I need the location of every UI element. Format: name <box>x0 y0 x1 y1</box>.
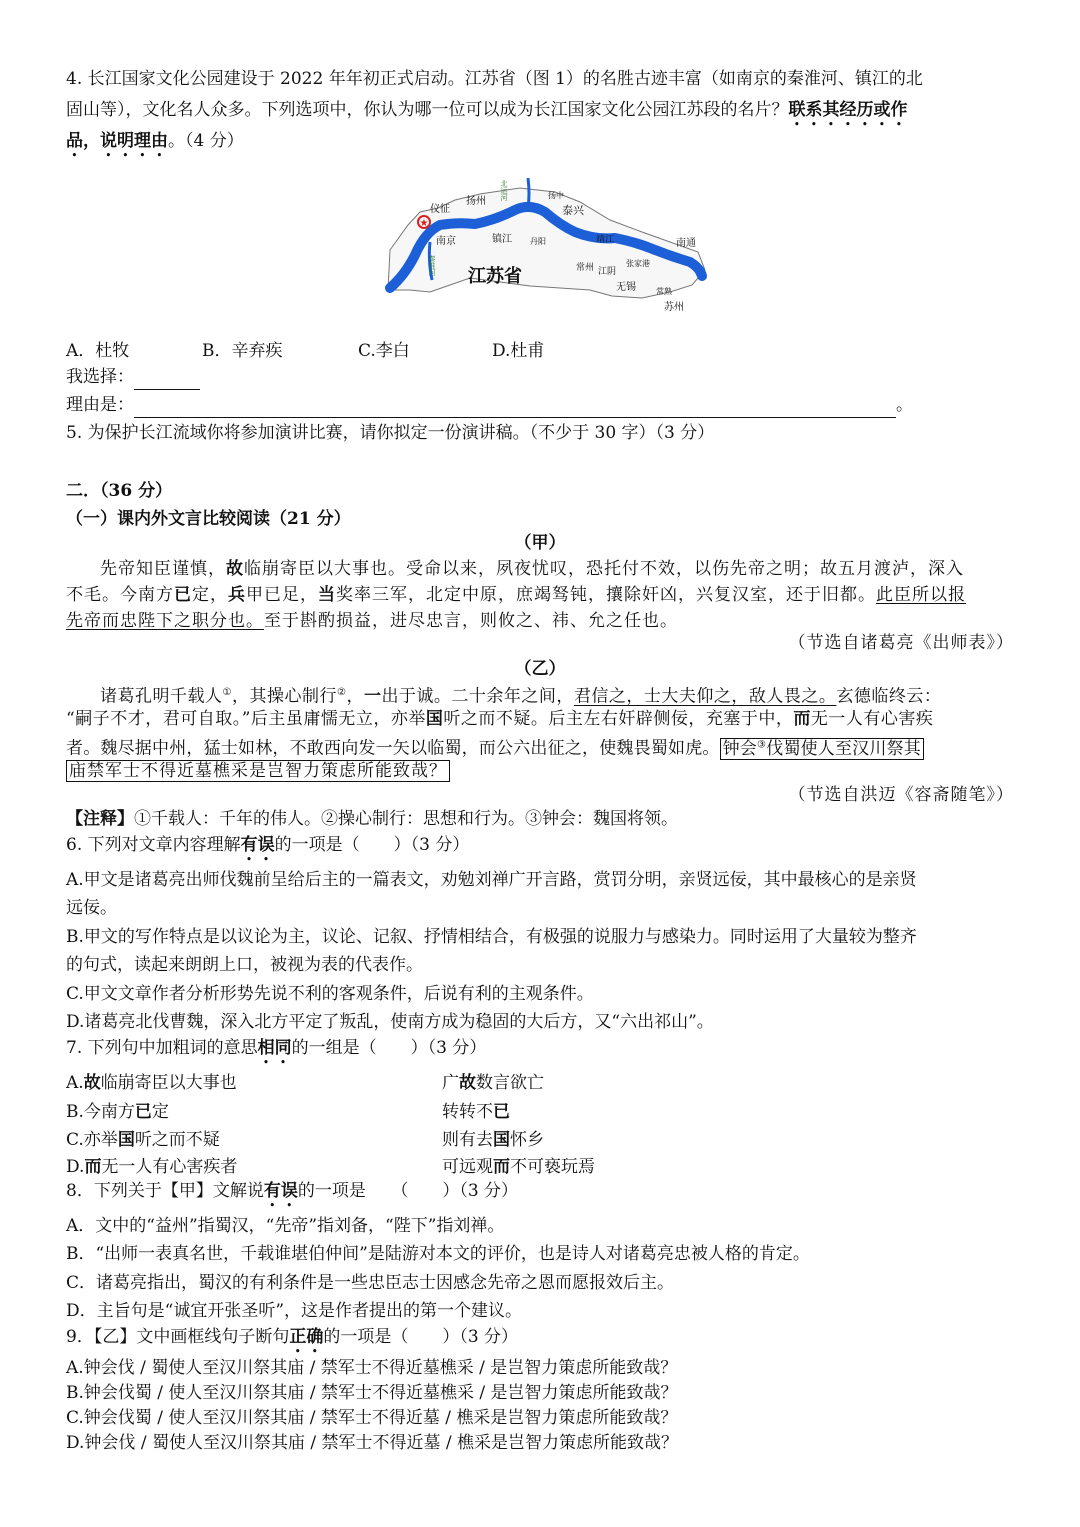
footnote-2: ② <box>336 687 347 698</box>
q7-text: 怀乡 <box>510 1130 544 1150</box>
map-label: 江阴 <box>598 267 617 277</box>
map-label: 张家港 <box>626 259 650 268</box>
q4-line-2 <box>66 97 1014 130</box>
jiangsu-map <box>380 170 710 320</box>
q7-text: 临崩寄臣以大事也 <box>100 1073 237 1093</box>
jia-text: 甲已足， <box>246 585 318 605</box>
q7-text: A. <box>66 1073 84 1093</box>
map-label: 秦淮河 <box>428 255 436 276</box>
annotation-line <box>66 806 1014 832</box>
q7-text: C.亦举 <box>66 1130 118 1150</box>
q6-stem <box>66 832 1014 865</box>
q7-text: 广 <box>442 1073 459 1093</box>
q6-emphasis: 有误 <box>240 835 275 855</box>
q4-option-a[interactable]: A．杜牧 <box>66 341 130 361</box>
yi-line-2 <box>66 706 1014 732</box>
footnote-1: ① <box>222 687 232 698</box>
q4-emphasis-2: 品，说明理由 <box>66 131 168 151</box>
yi-boxed-sentence-part-1 <box>720 738 924 760</box>
yi-text: “嗣子不才，君可自取。”后主虽庸懦无立，亦举 <box>66 709 426 729</box>
jia-title: （甲） <box>514 533 566 553</box>
q8-text: 的一项是 （ ）（3 分） <box>297 1181 519 1201</box>
reason-label: 理由是： <box>66 395 134 415</box>
q9-text: 9．【乙】文中画框线句子断句 <box>66 1327 290 1347</box>
q7-bold-word: 国 <box>493 1130 510 1150</box>
jia-bold: 已 <box>174 585 192 605</box>
yi-text: 玄德临终云： <box>836 686 942 707</box>
q4-emphasis: 联系其经历或作 <box>788 100 908 120</box>
jia-line-2 <box>66 582 1014 608</box>
q8-text: 8．下列关于【甲】文解说 <box>66 1181 264 1201</box>
q6-text: 6. 下列对文章内容理解 <box>66 835 241 855</box>
yi-text: 诸葛孔明千载人 <box>100 686 223 707</box>
q7-text: 听之而不疑 <box>134 1130 220 1150</box>
yi-text: 听之而不疑。后主左右奸辟侧佞，充塞于中， <box>443 709 794 729</box>
q4-reason-line <box>66 392 1014 418</box>
q7-stem <box>66 1035 1014 1068</box>
q7-text: 可远观 <box>442 1157 493 1177</box>
section-2-subtitle: （一）课内外文言比较阅读（21 分） <box>66 509 351 529</box>
jia-text: 临崩寄臣以大事也。受命以来，夙夜忧叹，恐托付不效，以伤先帝之明；故五月渡泸，深入 <box>244 559 964 579</box>
map-label: 靖江 <box>596 235 615 245</box>
yi-text: 无一人有心害疾 <box>810 709 934 729</box>
q4-line-3 <box>66 128 1014 161</box>
choice-blank[interactable] <box>134 371 200 390</box>
jia-line-1 <box>66 556 1014 582</box>
q7-text: 无一人有心害疾者 <box>101 1157 238 1177</box>
map-label: 扬州 <box>466 196 486 207</box>
q6-text: 的一项是（ ）（3 分） <box>274 835 470 855</box>
map-label: 丹阳 <box>530 237 546 246</box>
q7-row-b-left[interactable] <box>66 1097 169 1122</box>
q4-option-d[interactable]: D.杜甫 <box>492 341 545 361</box>
q7-row-d-left[interactable] <box>66 1152 237 1177</box>
q9-option-b[interactable]: B.钟会伐蜀 / 使人至汉川祭其庙 / 禁军士不得近墓樵采 / 是岂智力策虑所能致哉？ <box>66 1383 678 1403</box>
q5-line: 5. 为保护长江流域你将参加演讲比赛，请你拟定一份演讲稿。（不少于 30 字）（3 分） <box>66 423 715 443</box>
annotation-text: ①千载人：千年的伟人。②操心制行：思想和行为。③钟会：魏国将领。 <box>134 809 678 829</box>
q7-text: 的一组是（ ）（3 分） <box>291 1038 487 1058</box>
q7-text: 转转不 <box>442 1102 493 1122</box>
q7-text: 定 <box>151 1102 169 1122</box>
yi-source: （节选自洪迈《容斋随笔》） <box>788 785 1014 805</box>
q4-choice-line <box>66 364 1014 390</box>
q7-bold-word: 故 <box>83 1073 101 1093</box>
map-label: 常熟 <box>656 287 672 296</box>
q4-text: 固山等），文化名人众多。下列选项中，你认为哪一位可以成为长江国家文化公园江苏段的名片？ <box>66 100 789 120</box>
q4-option-b[interactable]: B．辛弃疾 <box>202 341 283 361</box>
marker-star: ★ <box>419 218 429 229</box>
q7-text: 则有去 <box>442 1130 493 1150</box>
q7-text: 7. 下列句中加粗词的意思 <box>66 1038 258 1058</box>
footnote-3: ③ <box>757 739 767 750</box>
q9-text: 的一项是（ ）（3 分） <box>323 1327 519 1347</box>
q7-row-c-right <box>442 1125 544 1150</box>
map-label: 仪征 <box>430 204 450 215</box>
map-label: 苏州 <box>664 302 684 313</box>
q7-bold-word: 故 <box>459 1073 476 1093</box>
map-province-label: 江苏省 <box>468 266 522 287</box>
yi-line-4 <box>66 758 1014 784</box>
map-label: 南京 <box>436 236 456 247</box>
q7-text: B.今南方 <box>66 1102 135 1122</box>
q7-bold-word: 国 <box>117 1130 135 1150</box>
jia-bold: 当 <box>318 585 336 605</box>
jia-bold: 兵 <box>228 585 246 605</box>
q7-row-a-right <box>442 1068 544 1093</box>
q6-option-a-line-2: 远佞。 <box>66 898 117 918</box>
q7-emphasis: 相同 <box>257 1038 292 1058</box>
q7-row-b-right <box>442 1097 510 1122</box>
yi-text: 伐蜀使人至汉川祭其 <box>766 738 921 759</box>
map-label: 常州 <box>576 263 595 273</box>
jia-text: 不毛。今南方 <box>66 585 174 605</box>
yi-text: 者。魏尽据中州，猛士如林，不敢西向发一矢以临蜀，而公六出征之，使魏畏蜀如虎。 <box>66 738 720 759</box>
q6-option-b-line-1[interactable]: B.甲文的写作特点是以议论为主，议论、记叙、抒情相结合，有极强的说服力与感染力。同时运用了大量较为整齐 <box>66 927 917 947</box>
q8-option-d[interactable]: D．主旨句是“诚宜开张圣听”，这是作者提出的第一个建议。 <box>66 1301 523 1321</box>
map-label: 镇江 <box>492 234 512 245</box>
q9-stem <box>66 1324 1014 1357</box>
map-label: 北运河 <box>500 180 508 201</box>
q4-line-1: 4. 长江国家文化公园建设于 2022 年年初正式启动。江苏省（图 1）的名胜古迹丰富（如南京的秦淮河、镇江的北 <box>66 69 923 89</box>
q7-row-a-left[interactable] <box>66 1068 237 1093</box>
map-label: 无锡 <box>616 282 636 293</box>
q8-option-c[interactable]: C．诸葛亮指出，蜀汉的有利条件是一些忠臣志士因感念先帝之恩而愿报效后主。 <box>66 1273 675 1293</box>
q8-emphasis: 有误 <box>263 1181 298 1201</box>
map-label: 南通 <box>676 238 696 249</box>
yi-text: 钟会 <box>722 738 758 759</box>
jia-underlined: 先帝而忠陛下之职分也。 <box>66 611 264 631</box>
yi-text: ，其操心制行 <box>231 686 337 707</box>
q9-emphasis: 正确 <box>289 1327 324 1347</box>
annotation-label: 【注释】 <box>66 809 134 829</box>
map-label: 扬中 <box>548 191 564 200</box>
q8-option-b[interactable]: B．“出师一表真名世，千载谁堪伯仲间”是陆游对本文的评价，也是诗人对诸葛亮忠被人格的肯定。 <box>66 1244 810 1264</box>
yi-underlined: 君信之，士大夫仰之，敌人畏之。 <box>573 686 837 707</box>
q7-text: 数言欲亡 <box>476 1073 544 1093</box>
jia-text: 至于斟酌损益，进尽忠言，则攸之、祎、允之任也。 <box>264 611 678 631</box>
jia-text: 先帝知臣谨慎， <box>100 559 226 579</box>
q6-option-d[interactable]: D.诸葛亮北伐曹魏，深入北方平定了叛乱，使南方成为稳固的大后方，又“六出祁山”。 <box>66 1012 714 1032</box>
q4-option-c[interactable]: C.李白 <box>358 341 410 361</box>
q7-bold-word: 而 <box>84 1157 102 1177</box>
q7-bold-word: 已 <box>493 1102 510 1122</box>
q7-row-c-left[interactable] <box>66 1125 220 1150</box>
yi-title: （乙） <box>514 659 566 679</box>
q7-bold-word: 而 <box>493 1157 510 1177</box>
jia-bold: 故 <box>226 559 244 579</box>
q7-row-d-right <box>442 1152 595 1177</box>
jia-text: 奖率三军，北定中原，庶竭驽钝，攘除奸凶，兴复汉室，还于旧都。 <box>336 585 876 605</box>
map-label: 泰兴 <box>562 204 584 217</box>
yi-text: 出于诚。二十余年之间， <box>381 686 574 707</box>
q7-bold-word: 已 <box>134 1102 152 1122</box>
q7-text: 不可亵玩焉 <box>510 1157 595 1177</box>
q8-option-a[interactable]: A．文中的“益州”指蜀汉，“先帝”指刘备，“陛下”指刘禅。 <box>66 1216 505 1236</box>
q4-score: 。（4 分） <box>168 131 244 151</box>
yi-bold: 而 <box>793 709 811 729</box>
yi-bold: 国 <box>425 709 444 729</box>
yi-text: ， <box>346 686 364 707</box>
jia-text: 定， <box>192 585 228 605</box>
q8-stem <box>66 1178 1014 1211</box>
section-2-title: 二．（36 分） <box>66 481 173 501</box>
reason-end: 。 <box>896 395 913 415</box>
yi-bold: 一 <box>363 686 382 707</box>
q6-option-a-line-1[interactable]: A.甲文是诸葛亮出师伐魏前呈给后主的一篇表文，劝勉刘禅广开言路，赏罚分明，亲贤远佞，其中最核心的是亲贤 <box>66 870 917 890</box>
q6-option-b-line-2: 的句式，读起来朗朗上口，被视为表的代表作。 <box>66 955 423 975</box>
choice-label: 我选择： <box>66 367 134 387</box>
reason-blank[interactable] <box>134 399 896 418</box>
q9-option-d[interactable]: D.钟会伐 / 蜀使人至汉川祭其庙 / 禁军士不得近墓 / 樵采是岂智力策虑所能致哉？ <box>66 1433 679 1453</box>
grand-canal <box>528 178 529 208</box>
q6-option-c[interactable]: C.甲文文章作者分析形势先说不利的客观条件，后说有利的主观条件。 <box>66 984 594 1004</box>
q7-text: D. <box>66 1157 85 1177</box>
jia-source: （节选自诸葛亮《出师表》） <box>788 633 1014 653</box>
yi-boxed-sentence-part-2: 庙禁军士不得近墓樵采是岂智力策虑所能致哉？ <box>66 760 450 782</box>
jia-underlined: 此臣所以报 <box>876 585 966 605</box>
q9-option-c[interactable]: C.钟会伐蜀 / 使人至汉川祭其庙 / 禁军士不得近墓 / 樵采是岂智力策虑所能致哉？ <box>66 1408 678 1428</box>
q9-option-a[interactable]: A.钟会伐 / 蜀使人至汉川祭其庙 / 禁军士不得近墓樵采 / 是岂智力策虑所能致哉？ <box>66 1358 678 1378</box>
